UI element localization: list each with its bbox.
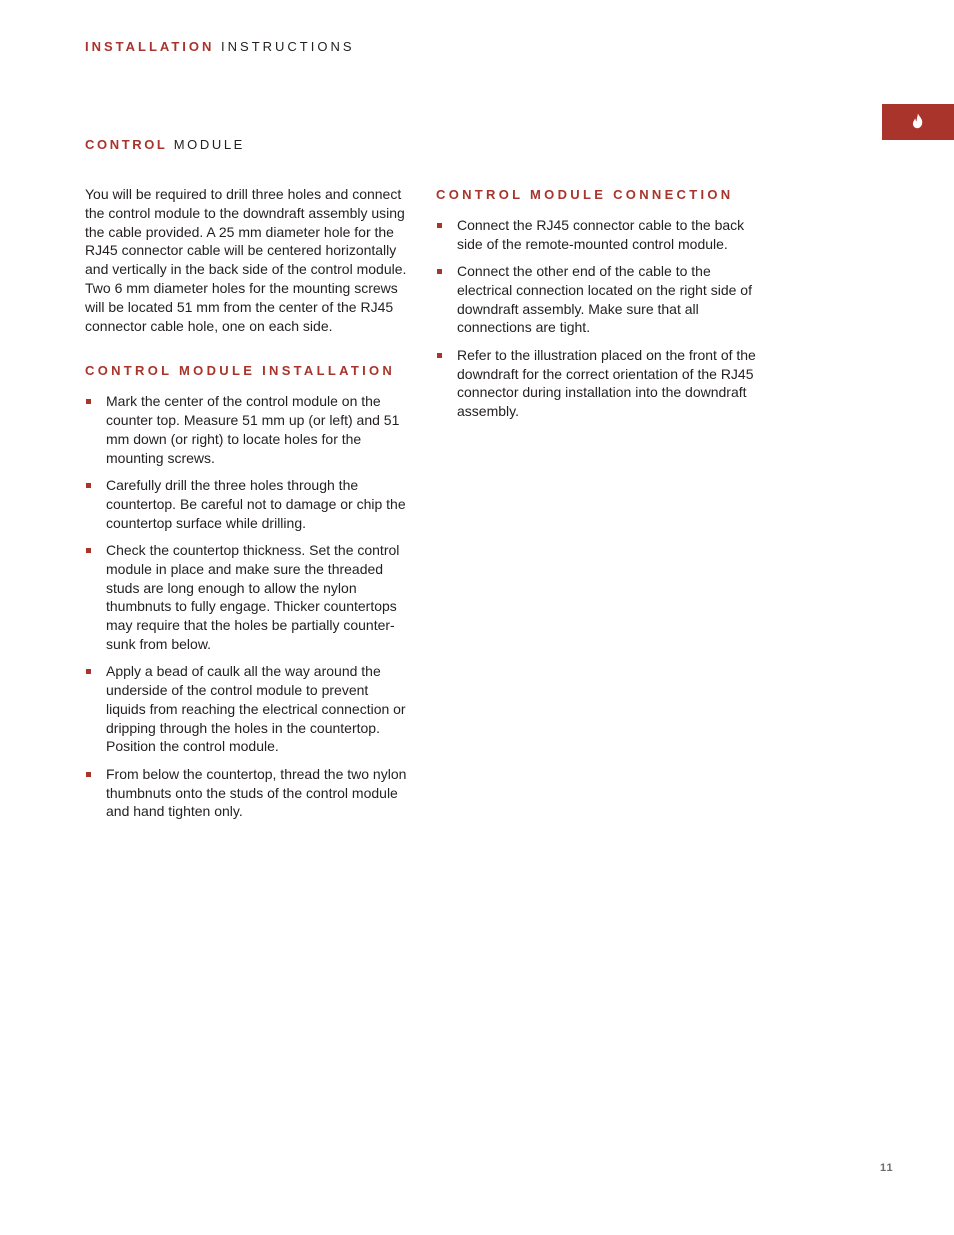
bullet-square — [86, 548, 91, 553]
header-bold: INSTALLATION — [85, 39, 215, 54]
list-item — [436, 262, 766, 337]
list-item — [436, 346, 766, 421]
installation-heading: CONTROL MODULE INSTALLATION — [85, 363, 396, 379]
intro-paragraph: You will be required to drill three holes and connect the control module to the downdraft assembly using the cable provided. A 25 mm diameter hole for the RJ45 connector cable will be centered horizontally and vertically in the back side of the control module. Two 6 mm diameter holes for the mounting screws will be located 51 mm from the center of the RJ45 connector cable hole, one on each side. — [85, 186, 407, 334]
list-item — [436, 216, 766, 254]
installation-list — [85, 392, 410, 821]
bullet-square — [437, 353, 442, 358]
list-item-text: Apply a bead of caulk all the way around the underside of the control module to prevent liquids from reaching the electrical connection or dripping through the holes in the countertop. Position the control module. — [106, 663, 406, 755]
bullet-square — [86, 669, 91, 674]
list-item — [85, 765, 410, 821]
page-number: 11 — [880, 1162, 894, 1174]
list-item — [85, 476, 410, 532]
left-column — [85, 185, 410, 830]
bullet-square — [437, 223, 442, 228]
connection-heading: CONTROL MODULE CONNECTION — [436, 187, 734, 202]
bullet-square — [86, 483, 91, 488]
section-title-light: MODULE — [173, 137, 245, 152]
list-item-text: Connect the other end of the cable to the electrical connection located on the right side of downdraft assembly. Make sure that all connections are tight. — [457, 263, 752, 336]
flame-icon — [911, 113, 925, 129]
section-title-bold: CONTROL — [85, 137, 168, 152]
bullet-square — [437, 269, 442, 274]
list-item-text: Mark the center of the control module on the counter top. Measure 51 mm up (or left) and 51 mm down (or right) to locate holes for the mounting screws. — [106, 393, 400, 466]
list-item-text: Refer to the illustration placed on the front of the downdraft for the correct orientation of the RJ45 connector during installation into the downdraft assembly. — [457, 346, 756, 420]
list-item — [85, 392, 410, 467]
bullet-square — [86, 399, 91, 404]
list-item-text: Connect the RJ45 connector cable to the back side of the remote-mounted control module. — [457, 217, 745, 252]
list-item-text: Carefully drill the three holes through the countertop. Be careful not to damage or chip the countertop surface while drilling. — [106, 477, 406, 531]
list-item — [85, 662, 410, 756]
header-light: INSTRUCTIONS — [221, 39, 355, 54]
connection-list — [436, 216, 766, 421]
section-title — [85, 137, 245, 152]
bullet-square — [86, 772, 91, 777]
section-tab — [882, 104, 954, 140]
list-item-text: Check the countertop thickness. Set the control module in place and make sure the threaded studs are long enough to allow the nylon thumbnuts to fully engage. Thicker countertops may require that the holes be partially counter-sunk from below. — [106, 541, 400, 652]
list-item — [85, 541, 410, 654]
page-header — [85, 39, 355, 54]
right-column — [436, 185, 766, 429]
list-item-text: From below the countertop, thread the two nylon thumbnuts onto the studs of the control module and hand tighten only. — [106, 765, 407, 820]
